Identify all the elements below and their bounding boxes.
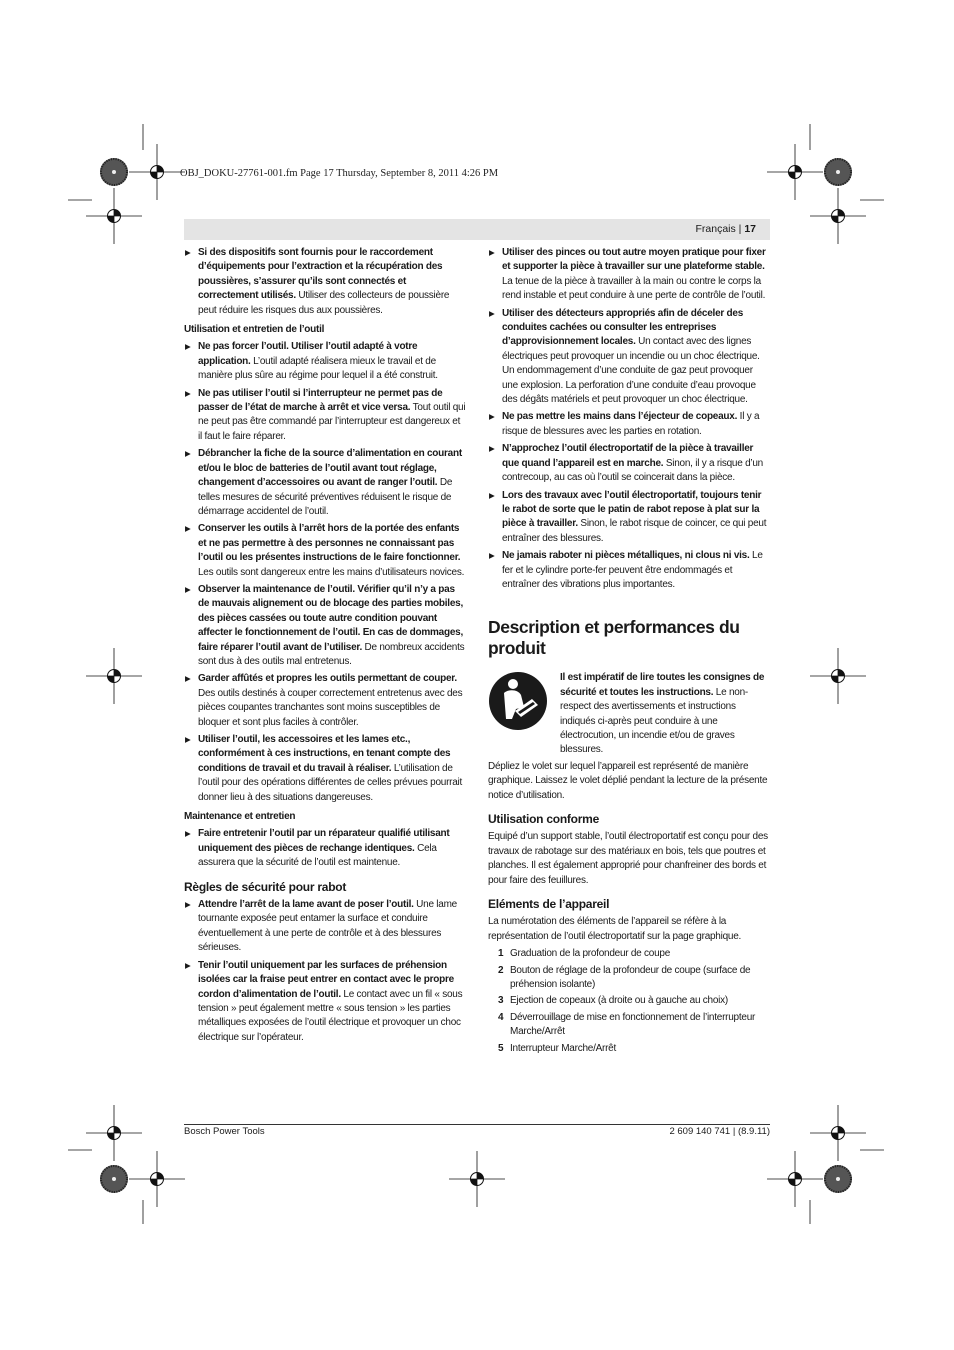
registration-mark-icon bbox=[767, 144, 823, 200]
list-item: ▶ Conserver les outils à l’arrêt hors de la portée des enfants et ne pas permettre à des personnes ne connaissant pas l’outil ou les présentes instructions de le faire fonctionner. Les outils sont dangereux entre les mains d’utilisateurs novices. bbox=[184, 522, 466, 580]
registration-mark-icon bbox=[767, 1151, 823, 1207]
section-heading-intended-use: Utilisation conforme bbox=[488, 812, 600, 826]
list-item: ▶ Faire entretenir l’outil par un réparateur qualifié utilisant uniquement des pièces de rechange identiques. Cela assurera que la sécurité de l’outil est maintenue. bbox=[184, 827, 466, 870]
list-item: ▶ Si des dispositifs sont fournis pour le raccordement d’équipements pour l’extraction et la récupération des poussières, s’assurer qu’ils sont connectés et correctement utilisés. Utiliser des collecteurs de poussière peut réduire les risques dus aux poussières. bbox=[184, 246, 466, 318]
warning-text: Le non-respect des avertissements et instructions indiqués ci-après peut conduire à une électrocution, un incendie et/ou de graves blessures. bbox=[560, 686, 748, 756]
page-header-bar bbox=[184, 219, 770, 240]
header-separator: | bbox=[735, 223, 745, 235]
footer-brand: Bosch Power Tools bbox=[184, 1126, 265, 1137]
color-bar-mark-icon bbox=[824, 1165, 852, 1193]
registration-mark-icon bbox=[810, 648, 866, 704]
right-column bbox=[488, 246, 770, 1058]
list-item: ▶ Tenir l’outil uniquement par les surfaces de préhension isolées car la fraise peut entrer en contact avec le propre cordon d’alimentation de l’outil. Le contact avec un fil « sous tension » peut également mettre « sous tension » les parties métalliques exposées de l’outil électrique et provoquer un choc électrique sur l’opérateur. bbox=[184, 959, 466, 1045]
registration-mark-icon bbox=[86, 188, 142, 244]
components-intro: La numérotation des éléments de l’appareil se réfère à la représentation de l’outil électroportatif sur la page graphique. bbox=[488, 916, 742, 942]
registration-mark-icon bbox=[449, 1151, 505, 1207]
list-item: ▶ Ne pas utiliser l’outil si l’interrupteur ne permet pas de passer de l’état de marche à arrêt et vice versa. Tout outil qui ne peut pas être commandé par l’interrupteur est dangereux et il faut le faire réparer. bbox=[184, 387, 466, 445]
header-language: Français bbox=[695, 223, 736, 235]
list-item: ▶ Observer la maintenance de l’outil. Vérifier qu’il n’y a pas de mauvais alignement ou de blocage des parties mobiles, des pièces cassées ou toute autre condition pouvant affecter le fonctionnement de l’outil. En cas de dommages, faire réparer l’outil avant de l’utiliser. De nombreux accidents sont dus à des outils mal entretenus. bbox=[184, 583, 466, 669]
component-item: 2 Bouton de réglage de la profondeur de coupe (surface de préhension isolante) bbox=[498, 964, 751, 991]
section-heading-use-care: Utilisation et entretien de l’outil bbox=[184, 324, 325, 336]
list-item: ▶ Ne pas forcer l’outil. Utiliser l’outil adapté à votre application. L’outil adapté réalisera mieux le travail et de manière plus sûre au régime pour lequel il a été construit. bbox=[184, 340, 466, 383]
list-item: ▶ Débrancher la fiche de la source d’alimentation en courant et/ou le bloc de batteries de l’outil avant tout réglage, changement d’accessoires ou avant de ranger l’outil. De telles mesures de sécurité préventives réduisent le risque de démarrage accidentel de l’outil. bbox=[184, 447, 466, 519]
list-item: ▶ Utiliser des pinces ou tout autre moyen pratique pour fixer et supporter la pièce à travailler sur une plateforme stable. La tenue de la pièce à travailler à la main ou contre le corps la rend instable et peut conduire à une perte de contrôle de l’outil. bbox=[488, 246, 770, 304]
header-page-number: 17 bbox=[744, 223, 756, 235]
footer-divider bbox=[184, 1124, 770, 1125]
registration-mark-icon bbox=[86, 1105, 142, 1161]
list-item: ▶ Attendre l’arrêt de la lame avant de poser l’outil. Une lame tournante exposée peut entamer la surface et conduire éventuellement à une perte de contrôle et à des blessures sérieuses. bbox=[184, 898, 466, 956]
fold-out-paragraph: Dépliez le volet sur lequel l’appareil est représenté de manière graphique. Laissez le volet déplié pendant la lecture de la présente notice d’utilisation. bbox=[488, 760, 768, 801]
left-column bbox=[184, 246, 466, 1048]
warning-block bbox=[488, 671, 770, 757]
list-item: ▶ Ne jamais raboter ni pièces métalliques, ni clous ni vis. Le fer et le cylindre porte-fer peuvent être endommagés et entraîner des vibrations plus importantes. bbox=[488, 549, 770, 592]
intended-use-paragraph: Equipé d’un support stable, l’outil électroportatif est conçu pour des travaux de rabotage sur des matériaux en bois, tels que poutres et planches. Il est également approprié pour chanfreiner des bords et pour faire des feuillures. bbox=[488, 831, 768, 886]
component-item: 4 Déverrouillage de mise en fonctionnement de l’interrupteur Marche/Arrêt bbox=[498, 1011, 756, 1038]
registration-mark-icon bbox=[86, 648, 142, 704]
list-item: ▶ Utiliser des détecteurs appropriés afin de déceler des conduites cachées ou consulter les entreprises d’approvisionnement locales. Un contact avec des lignes électriques peut provoquer un incendie ou un choc électrique. Un endommagement d’une conduite de gaz peut provoquer une explosion. La perforation d’une conduite d’eau provoque des dégâts matériels et peut provoquer un choc électrique. bbox=[488, 307, 770, 408]
color-bar-mark-icon bbox=[100, 1165, 128, 1193]
read-manual-icon bbox=[488, 671, 548, 731]
section-title-description: Description et performances du produit bbox=[488, 617, 740, 659]
list-item: ▶ Utiliser l’outil, les accessoires et les lames etc., conformément à ces instructions, en tenant compte des conditions de travail et du travail à réaliser. L’utilisation de l’outil pour des opérations différentes de celles prévues pourrait donner lieu à des situations dangereuses. bbox=[184, 733, 466, 805]
component-item: 1 Graduation de la profondeur de coupe bbox=[498, 948, 671, 960]
page-header bbox=[695, 223, 756, 235]
registration-mark-icon bbox=[810, 1105, 866, 1161]
file-header: OBJ_DOKU-27761-001.fm Page 17 Thursday, September 8, 2011 4:26 PM bbox=[180, 168, 499, 179]
color-bar-mark-icon bbox=[100, 158, 128, 186]
list-item: ▶ Lors des travaux avec l’outil électroportatif, toujours tenir le rabot de sorte que le patin de rabot repose à plat sur la pièce à travailler. Sinon, le rabot risque de coincer, ce qui peut entraîner des blessures. bbox=[488, 489, 770, 547]
component-item: 3 Ejection de copeaux (à droite ou à gauche au choix) bbox=[498, 995, 728, 1007]
list-item: ▶ Garder affûtés et propres les outils permettant de couper. Des outils destinés à couper correctement entretenus avec des pièces coupantes tranchantes sont moins susceptibles de bloquer et sont plus faciles à contrôler. bbox=[184, 672, 466, 730]
color-bar-mark-icon bbox=[824, 158, 852, 186]
section-heading-maintenance: Maintenance et entretien bbox=[184, 811, 296, 823]
list-item: ▶ Ne pas mettre les mains dans l’éjecteur de copeaux. Il y a risque de blessures avec les parties en rotation. bbox=[488, 410, 770, 439]
section-heading-components: Eléments de l’appareil bbox=[488, 897, 610, 912]
section-heading-planer-safety: Règles de sécurité pour rabot bbox=[184, 879, 347, 894]
registration-mark-icon bbox=[129, 1151, 185, 1207]
list-item: ▶ N’approchez l’outil électroportatif de la pièce à travailler que quand l’appareil est en marche. Sinon, il y a risque d’un contrecoup, au cas où l’outil se coincerait dans la pièce. bbox=[488, 442, 770, 485]
registration-mark-icon bbox=[810, 188, 866, 244]
registration-mark-icon bbox=[129, 144, 185, 200]
footer-doc-number: 2 609 140 741 | (8.9.11) bbox=[669, 1126, 770, 1137]
warning-text-bold: Il est impératif de lire toutes les consignes de sécurité et toutes les instructions. bbox=[560, 672, 765, 698]
component-item: 5 Interrupteur Marche/Arrêt bbox=[498, 1042, 617, 1054]
